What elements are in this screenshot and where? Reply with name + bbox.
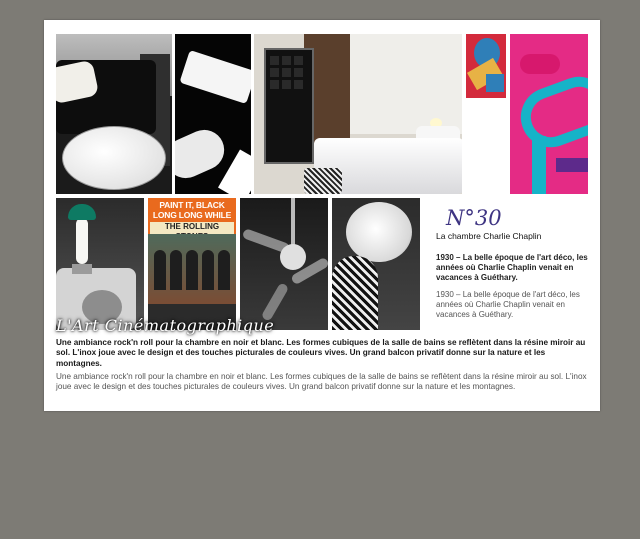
record-title-line-2: LONG LONG WHILE (152, 210, 232, 220)
photo-red-painting (466, 34, 506, 98)
record-title-line-1: PAINT IT, BLACK (159, 200, 225, 210)
room-description-light: Une ambiance rock'n roll pour la chambre en noir et blanc. Les formes cubiques de la salle de bains se reflètent dans la résine miroir au sol. L'inox joue avec le design et des touches picturales de couleurs vives. Un grand balcon privatif donne sur la nature et les montagnes. (56, 372, 587, 392)
photo-black-white-abstract (175, 34, 251, 194)
photo-fur-stool (332, 198, 420, 330)
room-card (44, 20, 600, 411)
photo-bedroom (254, 34, 462, 194)
room-description-bold: Une ambiance rock'n roll pour la chambre en noir et blanc. Les formes cubiques de la salle de bains se reflètent dans la résine miroir au sol. L'inox joue avec le design et des touches picturales de couleurs vives. Un grand balcon privatif donne sur la nature et les montagnes. (56, 338, 586, 368)
photo-green-lamp (56, 198, 144, 330)
photo-ceiling-fan (240, 198, 328, 330)
photo-magenta-painting (510, 34, 588, 194)
photo-record-sleeve (148, 198, 236, 330)
gallery-caption: L'Art Cinématographique (56, 316, 275, 335)
photo-sofa-marble-table (56, 34, 172, 194)
record-band-name: THE ROLLING (150, 222, 234, 242)
room-number: N°30 (446, 206, 502, 230)
room-intro-light: 1930 – La belle époque de l'art déco, les années où Charlie Chaplin venait en vacances à Guéthary. (436, 290, 580, 320)
room-title: La chambre Charlie Chaplin (436, 231, 542, 241)
room-intro-bold: 1930 – La belle époque de l'art déco, les années où Charlie Chaplin venait en vacances à Guéthary. (436, 253, 588, 283)
